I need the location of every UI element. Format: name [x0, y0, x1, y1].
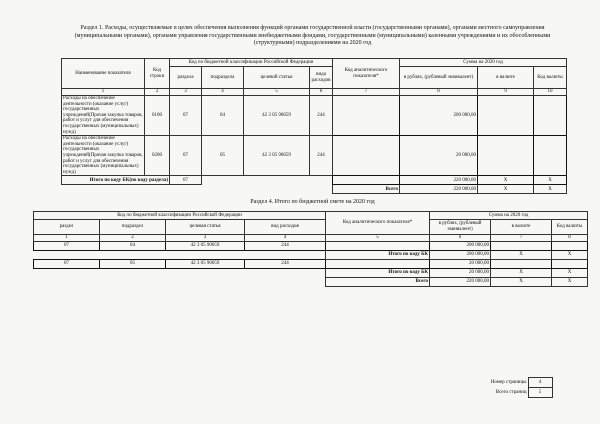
- header-analytic: Код аналитического показателя*: [333, 59, 400, 89]
- col-number: 1: [34, 235, 100, 242]
- col-number: 2: [145, 89, 170, 96]
- total-pages: 5: [528, 388, 552, 398]
- row-name: Расходы на обеспечение деятельности (оказание услуг) государственных учреждений(Прочая закупка товаров, работ и услуг для обеспечения государственных (муниципальных) нужд): [63, 96, 143, 135]
- subtotal-currency: X: [478, 176, 534, 185]
- header-name: Наименование показателя: [62, 59, 145, 89]
- row-expense-type: 244: [310, 136, 333, 176]
- header-bk-group: Код по бюджетной классификации Российской Федерации: [170, 59, 333, 67]
- col-number: 7: [491, 235, 552, 242]
- s4-row-rub: 200 000,00: [430, 242, 491, 251]
- col-number: 9: [478, 89, 534, 96]
- header-in-currency: в валюте: [478, 67, 534, 89]
- total-label: Всего: [333, 185, 400, 194]
- s4-header-target: целевая статья: [166, 220, 245, 235]
- s4-header-currency-code: Код валюты: [552, 220, 588, 235]
- s4-row-expense-type: 244: [245, 260, 326, 269]
- s4-subtotal-currency-code: X: [552, 269, 588, 278]
- row-currency-code: [534, 96, 567, 136]
- s4-total-currency: X: [491, 278, 552, 287]
- header-currency-code: Код валюты: [534, 67, 567, 89]
- total-row: [34, 278, 588, 287]
- subtotal-currency-code: X: [534, 176, 567, 185]
- section1-table: [61, 58, 567, 194]
- col-number: 8: [400, 89, 478, 96]
- header-in-rub: в рублях, (рублевый эквивалент): [400, 67, 478, 89]
- row-subsection: 05: [202, 136, 244, 176]
- row-subsection: 04: [202, 96, 244, 136]
- s4-subtotal-label: Итого по коду БК: [326, 269, 430, 278]
- s4-header-in-currency: в валюте: [491, 220, 552, 235]
- col-number: 6: [430, 235, 491, 242]
- s4-subtotal-currency: X: [491, 269, 552, 278]
- row-currency-code: [534, 136, 567, 176]
- s4-header-analytic: Код аналитического показателя*: [326, 212, 430, 235]
- s4-total-currency-code: X: [552, 278, 588, 287]
- subtotal-section: 07: [170, 176, 202, 185]
- row-section: 07: [170, 96, 202, 136]
- subtotal-rub: 220 000,00: [400, 176, 478, 185]
- page-number: 4: [528, 378, 552, 388]
- header-subsection: подраздела: [202, 67, 244, 89]
- total-row: [62, 185, 567, 194]
- s4-row-target: 42 3 05 90059: [166, 260, 245, 269]
- table-row: [34, 242, 588, 251]
- subtotal-row: [62, 176, 567, 185]
- s4-header-sum-group: Сумма на 2020 год: [430, 212, 588, 220]
- s4-row-rub: 20 000,00: [430, 260, 491, 269]
- row-target: 42 3 05 90059: [244, 96, 310, 136]
- table-row: [34, 260, 588, 269]
- row-expense-type: 244: [310, 96, 333, 136]
- page-number-label: Номер страницы: [490, 379, 527, 385]
- col-number: 10: [534, 89, 567, 96]
- total-rub: 220 000,00: [400, 185, 478, 194]
- col-number: 4: [202, 89, 244, 96]
- s4-header-in-rub: в рублях, (рублевый эквивалент): [430, 220, 491, 235]
- col-number: 7: [333, 89, 400, 96]
- subtotal-row: [34, 251, 588, 260]
- col-number: 1: [62, 89, 145, 96]
- subtotal-label: Итого по коду БК(по коду раздела): [62, 176, 170, 185]
- s4-header-expense-type: вид расходов: [245, 220, 326, 235]
- row-currency: [478, 136, 534, 176]
- col-number: 5: [326, 235, 430, 242]
- table-row: [62, 96, 567, 136]
- s4-header-subsection: подраздел: [100, 220, 166, 235]
- total-currency: X: [478, 185, 534, 194]
- col-number: 3: [166, 235, 245, 242]
- row-rub: 200 000,00: [400, 96, 478, 136]
- row-analytic: [333, 136, 400, 176]
- header-row-code: Код строки: [145, 59, 170, 89]
- header-expense-type: вида расходов: [310, 67, 333, 89]
- section1-title: Раздел 1. Расходы, осуществляемые в целях обеспечения выполнения функций органами государственной власти (государственными органами), органами местного самоуправления (муниципальными органами), органами управления государственными внебюджетными фондами, государственными (муниципальными) казенными учреждениями и их обособленными (структурными) подразделениями на 2020 год: [74, 25, 551, 47]
- header-sum-group: Сумма на 2020 год: [400, 59, 567, 67]
- subtotal-row: [34, 269, 588, 278]
- s4-row-section: 07: [34, 242, 100, 251]
- s4-total-label: Всего: [326, 278, 430, 287]
- col-number: 4: [245, 235, 326, 242]
- s4-subtotal-currency-code: X: [552, 251, 588, 260]
- row-rub: 20 000,00: [400, 136, 478, 176]
- s4-total-rub: 220 000,00: [430, 278, 491, 287]
- s4-header-section: раздел: [34, 220, 100, 235]
- row-currency: [478, 96, 534, 136]
- row-code: 0100: [145, 96, 170, 136]
- row-target: 42 3 05 90059: [244, 136, 310, 176]
- header-section: раздела: [170, 67, 202, 89]
- section4-table: [33, 211, 588, 287]
- header-target: целевой статьи: [244, 67, 310, 89]
- s4-subtotal-label: Итого по коду БК: [326, 251, 430, 260]
- total-currency-code: X: [534, 185, 567, 194]
- s4-row-subsection: 05: [100, 260, 166, 269]
- s4-subtotal-currency: X: [491, 251, 552, 260]
- row-name: Расходы на обеспечение деятельности (оказание услуг) государственных учреждений(Прочая закупка товаров, работ и услуг для обеспечения государственных (муниципальных) нужд): [63, 136, 143, 175]
- s4-header-bk-group: Код по бюджетной классификации Российской Федерации: [34, 212, 326, 220]
- table-row: [62, 136, 567, 176]
- page-info-table: [478, 377, 553, 398]
- s4-row-subsection: 04: [100, 242, 166, 251]
- row-code: 0200: [145, 136, 170, 176]
- col-number: 2: [100, 235, 166, 242]
- col-number: 6: [310, 89, 333, 96]
- s4-row-section: 07: [34, 260, 100, 269]
- s4-row-target: 42 3 05 90059: [166, 242, 245, 251]
- s4-subtotal-rub: 200 000,00: [430, 251, 491, 260]
- s4-row-expense-type: 244: [245, 242, 326, 251]
- section4-title: Раздел 4. Итого по бюджетной смете на 2020 год: [250, 199, 375, 205]
- total-pages-label: Всего страниц: [495, 389, 527, 395]
- s4-subtotal-rub: 20 000,00: [430, 269, 491, 278]
- row-analytic: [333, 96, 400, 136]
- col-number: 3: [170, 89, 202, 96]
- row-section: 07: [170, 136, 202, 176]
- col-number: 5: [244, 89, 310, 96]
- col-number: 8: [552, 235, 588, 242]
